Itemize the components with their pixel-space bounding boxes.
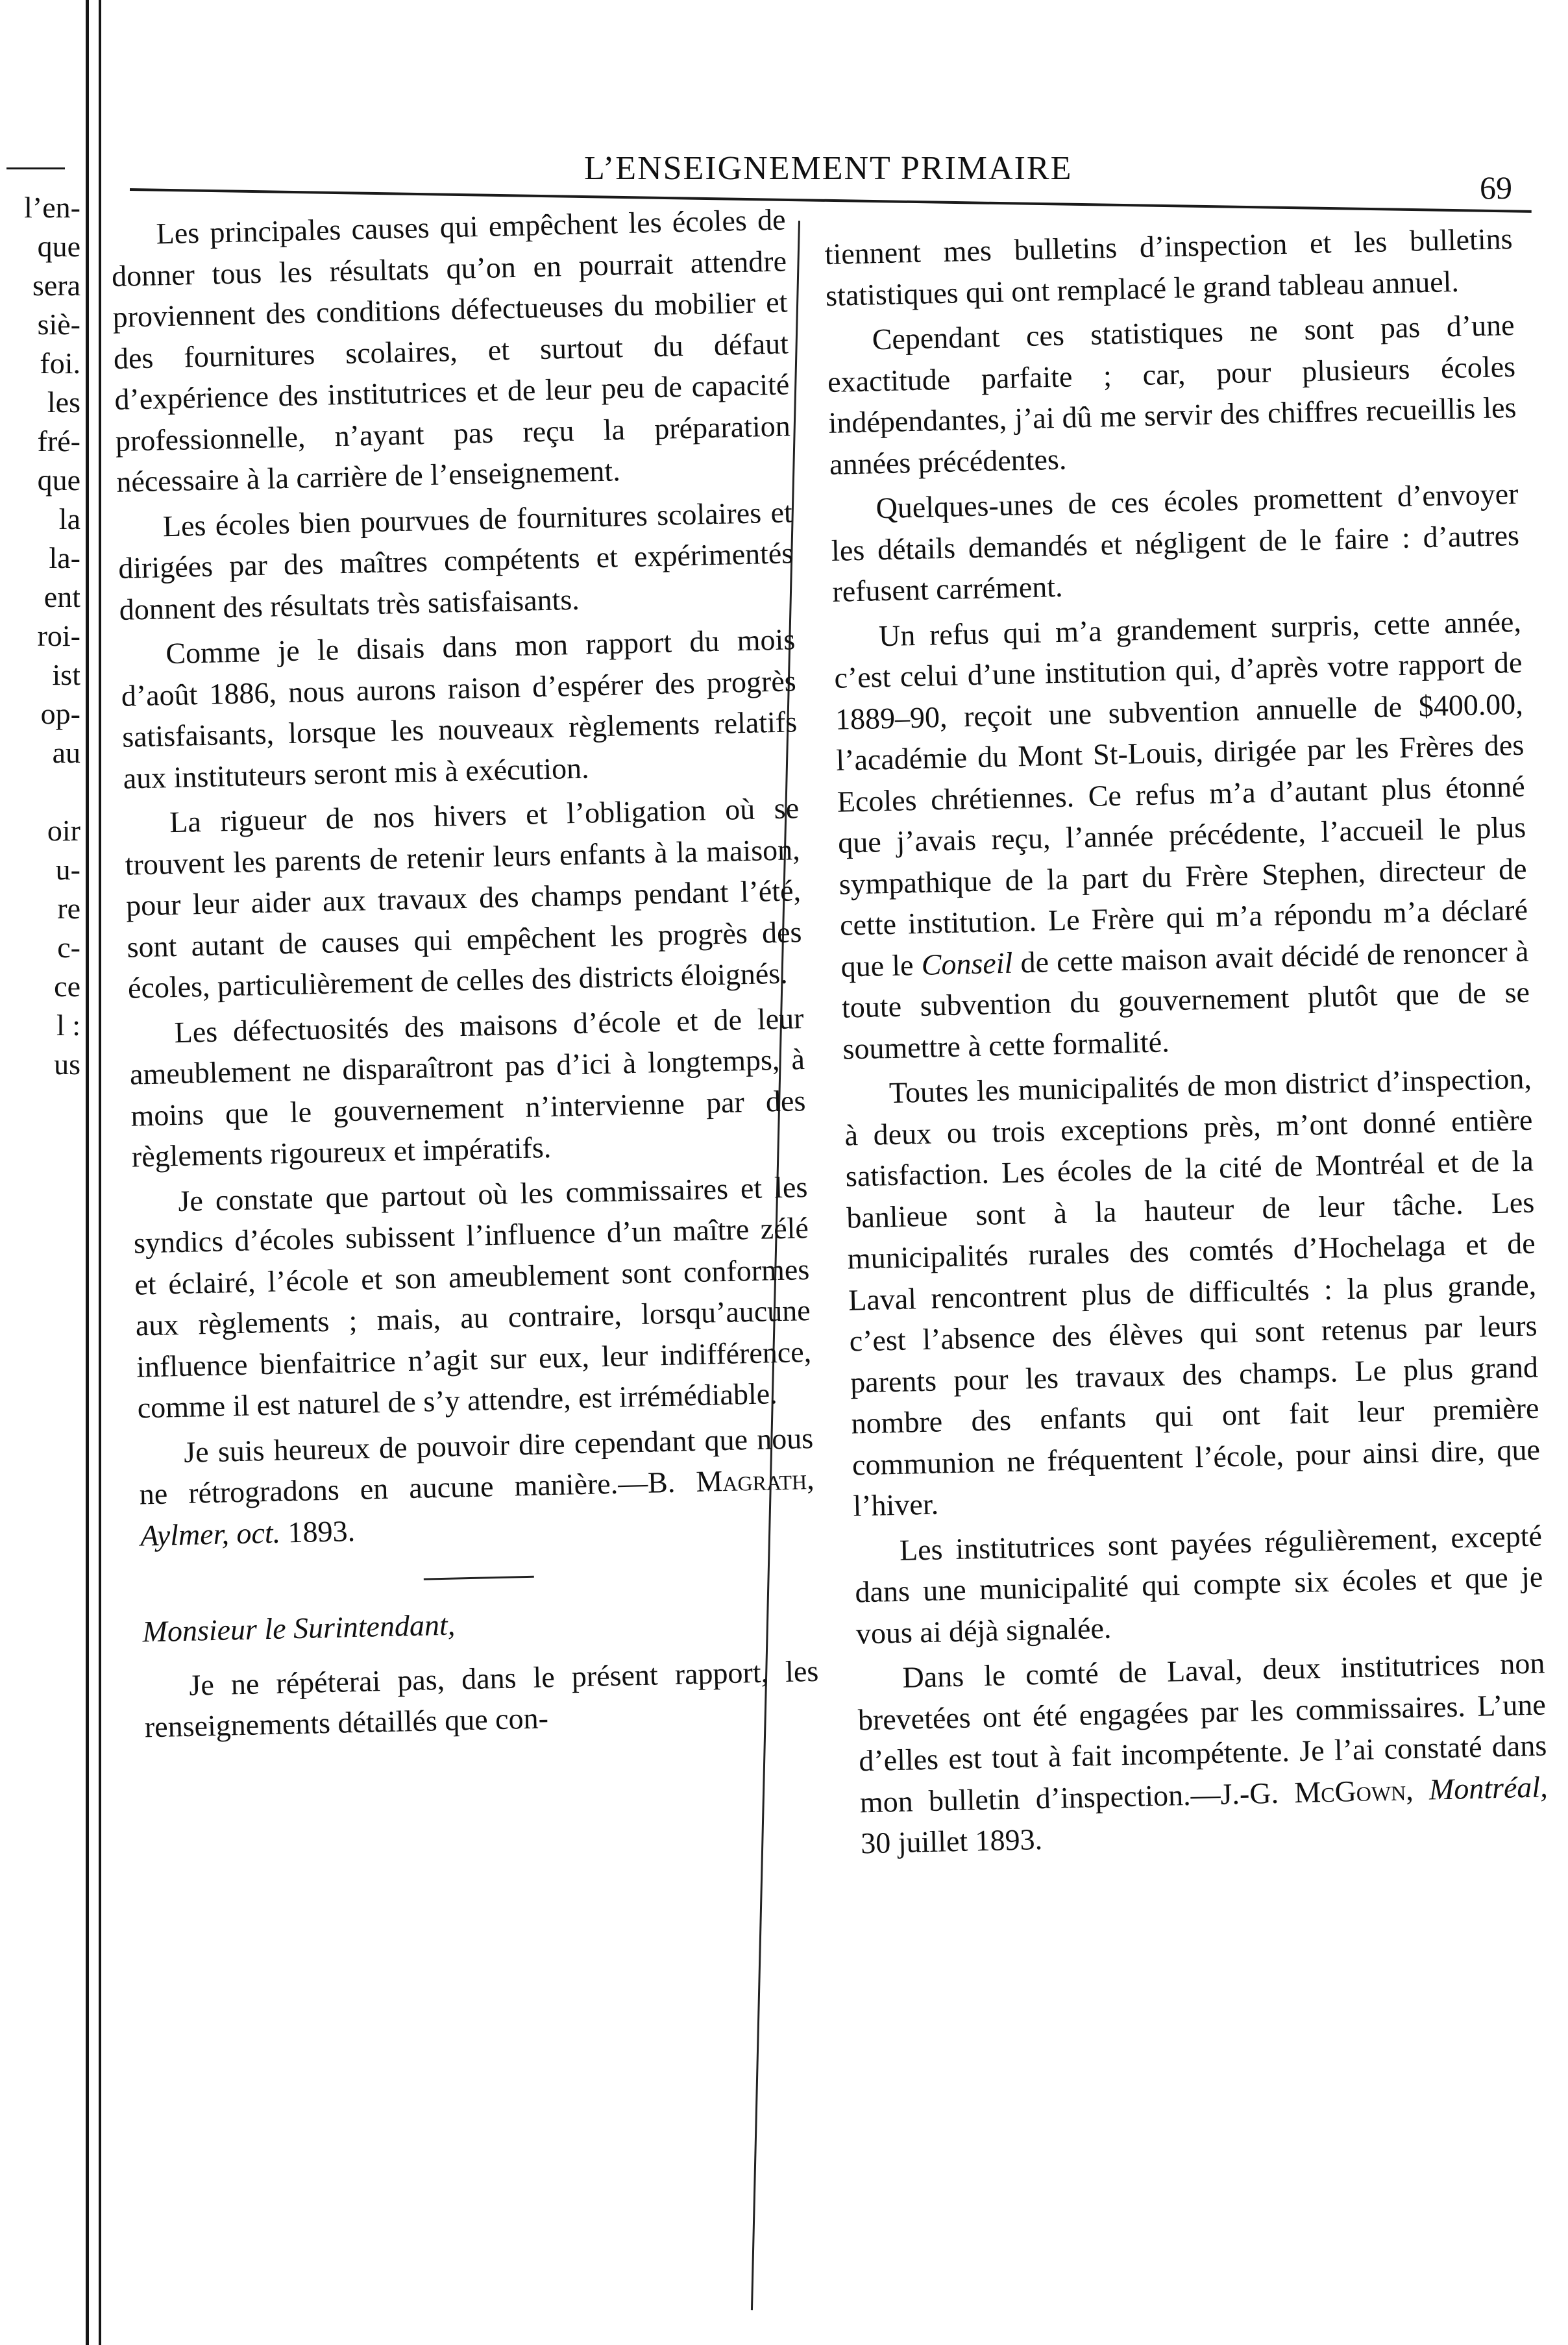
margin-fragment: que [37,230,80,263]
margin-fragment: la [58,502,80,535]
paragraph: Je constate que partout où les commissaires et les syndics d’écoles subissent l’influence d’un maître zélé et éclairé, l’école et son ameublement sont conformes aux règlements ; mais, au contraire, lorsqu’aucune influence bienfaitrice n’agit sur eux, leur indifférence, comme il est naturel de s’y attendre, est irrémédiable. [133,1170,812,1425]
margin-fragment: op- [40,697,80,730]
margin-fragment: la- [49,541,80,574]
margin-fragment: que [37,463,80,497]
running-title: L’ENSEIGNEMENT PRIMAIRE [584,150,1073,187]
signature-date: 30 juillet 1893. [860,1823,1043,1860]
refusal-paragraph [833,600,1531,1069]
margin-fragment: ce [54,970,80,1003]
conseil-word: Conseil [921,946,1013,981]
left-column [110,199,820,1747]
paragraph: Les principales causes qui empêchent les écoles de donner tous les résultats qu’on en pourrait attendre proviennent des conditions défectueuses du mobilier et des fournitures scolaires, et surtout du défaut d’expérience des institutrices et de leur peu de capacité professionnelle, n’ayant pas reçu la préparation nécessaire à la carrière de l’enseignement. [111,203,791,498]
margin-fragment: sera [32,269,80,302]
margin-fragment [3,772,80,811]
paragraph: Les écoles bien pourvues de fournitures scolaires et dirigées par des maîtres compétents et expérimentés donnent des résultats très satisfaisants. [117,495,794,626]
salutation: Monsieur le Surintendant, [141,1608,456,1649]
facing-page-margin-text [3,188,80,1084]
signature-name: Magrath [695,1462,807,1499]
paragraph: Toutes les municipalités de mon district d’inspection, à deux ou trois exceptions près, m’ont donné entière satisfaction. Les écoles de la cité de Montréal et de la banlieue sont à la hauteur de leur tâche. Les municipalités rurales des comtés d’Hochelaga et de Laval rencontrent plus de difficultés : la plus grande, c’est l’absence des élèves qui sont retenus par leurs parents pour les travaux des champs. Le plus grand nombre des enfants qui ont fait leur première communion ne fréquentent l’école, pour ainsi dire, que l’hiver. [844,1061,1541,1523]
facing-page-rule [6,167,65,169]
signature-place: Aylmer, oct. [140,1516,281,1552]
signature-year: 1893. [280,1514,356,1549]
signature-separator: , [1405,1772,1430,1806]
laval-paragraph [857,1642,1549,1863]
margin-fragment: oir [47,814,80,847]
margin-fragment: foi. [40,347,80,380]
margin-fragment: roi- [37,619,80,652]
paragraph: Comme je le disais dans mon rapport du mois d’août 1886, nous aurons raison d’espérer des progrès satisfaisants, lorsque les nouveaux règlements relatifs aux instituteurs seront mis à exécution. [121,622,798,795]
margin-fragment: ent [43,580,80,613]
signature-separator: , [806,1462,815,1496]
margin-fragment: l : [56,1009,80,1042]
right-column [824,218,1549,1864]
margin-fragment: c- [57,931,80,964]
margin-fragment: les [47,386,80,419]
refusal-text-end: de cette maison avait décidé de renoncer à toute subvention du gouvernement plutôt que de se soumettre à cette formalité. [841,934,1530,1066]
refusal-text: Un refus qui m’a grandement surpris, cette année, c’est celui d’une institution qui, d’après votre rapport de 1889–90, reçoit une subvention annuelle de $400.00, l’académie du Mont St-Louis, dirigée par les Frères des Ecoles chrétiennes. Ce refus m’a d’autant plus étonné que j’avais reçu, l’année précédente, l’accueil le plus sympathique de la part du Frère Stephen, directeur de cette institution. Le Frère qui m’a répondu m’a déclaré que le [833,604,1528,983]
binding-edge-line [99,0,101,2345]
paragraph: tiennent mes bulletins d’inspection et les bulletins statistiques qui ont remplacé le grand tableau annuel. [824,221,1513,312]
closing-paragraph [138,1417,816,1556]
paragraph: Quelques-unes de ces écoles promettent d’envoyer les détails demandés et négligent de le faire : d’autres refusent carrément. [831,476,1520,608]
section-separator [424,1576,534,1580]
paragraph: La rigueur de nos hivers et l’obligation où se trouvent les parents de retenir leurs enfants à la maison, pour leur aider aux travaux des champs pendant l’été, sont autant de causes qui empêchent les progrès des écoles, particulièrement de celles des districts éloignés. [125,791,802,1005]
paragraph: Cependant ces statistiques ne sont pas d’une exactitude parfaite ; car, pour plusieurs écoles indépendantes, j’ai dû me servir des chiffres recueillis les années précédentes. [827,308,1517,481]
page-number: 69 [1480,169,1512,206]
binding-edge-line [86,0,89,2345]
margin-fragment: ist [52,658,80,691]
margin-fragment: l’en- [24,191,80,224]
closing-text: Je suis heureux de pouvoir dire cependant que nous ne rétrogradons en aucune manière.—B. [139,1421,814,1511]
margin-fragment: re [57,892,80,925]
paragraph: Je ne répéterai pas, dans le présent rapport, les renseignements détaillés que con- [144,1654,819,1744]
paragraph: Les institutrices sont payées régulièrement, excepté dans une municipalité qui compte six écoles et que je vous ai déjà signalée. [854,1518,1543,1650]
margin-fragment: fré- [37,424,80,458]
signature-name: McGown [1293,1773,1406,1809]
margin-fragment: u- [55,853,80,886]
laval-text: Dans le comté de Laval, deux institutrices non brevetées ont été engagées par les commissaires. L’une d’elles est tout à fait incompétente. Je l’ai constaté dans mon bulletin d’inspection.—J.-G. [857,1646,1547,1819]
signature-place: Montréal, [1428,1769,1549,1806]
margin-fragment: au [52,736,80,769]
margin-fragment: us [54,1048,80,1081]
paragraph: Les défectuosités des maisons d’école et de leur ameublement ne disparaîtront pas d’ici à longtemps, à moins que le gouvernement n’intervienne par des règlements rigoureux et impératifs. [129,1001,806,1173]
margin-fragment: siè- [37,308,80,341]
